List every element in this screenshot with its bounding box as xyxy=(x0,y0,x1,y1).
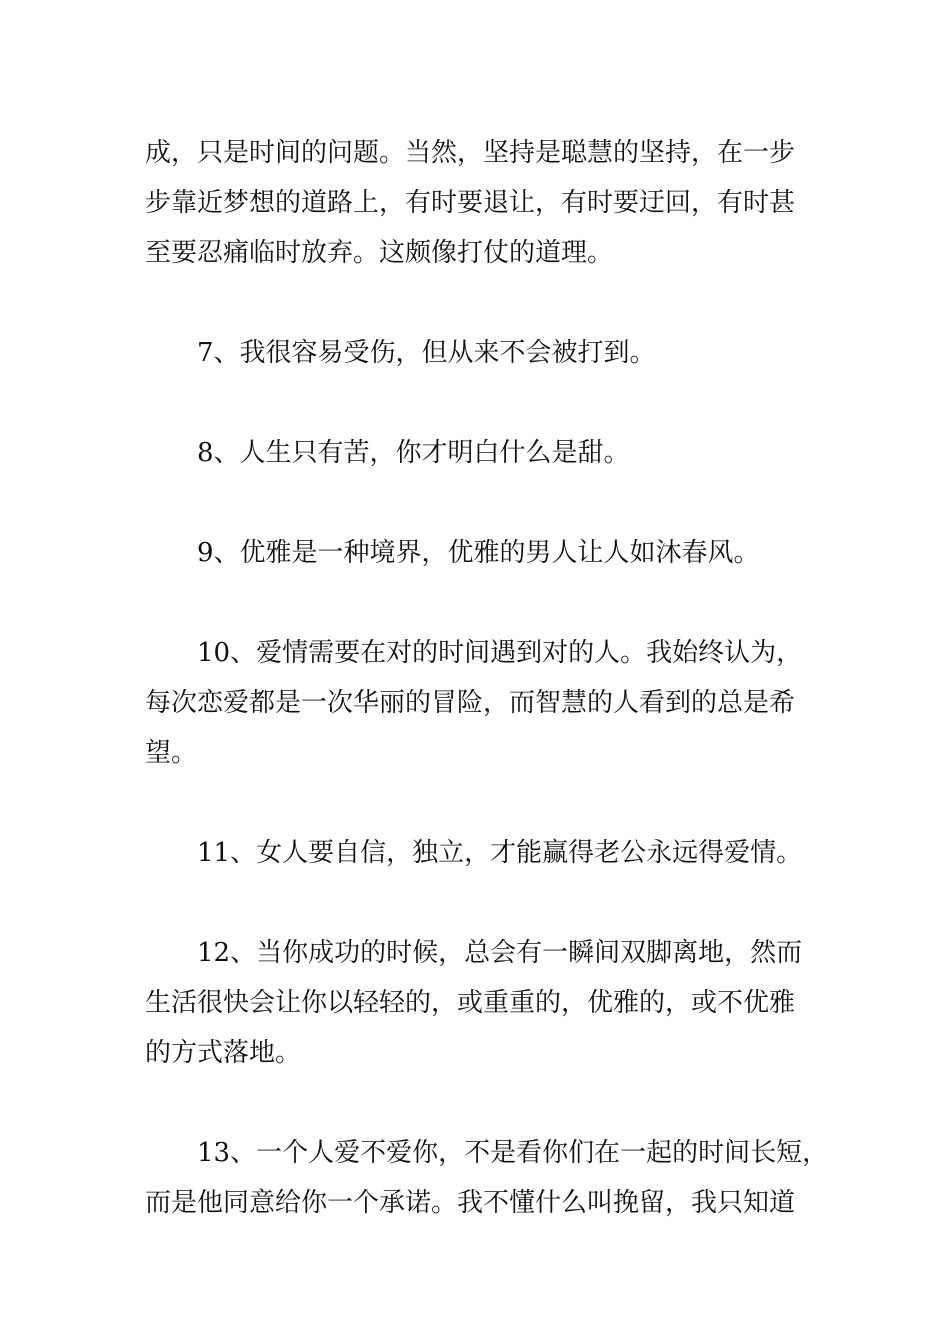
paragraph-gap xyxy=(145,878,825,928)
paragraph-gap xyxy=(145,378,825,428)
text-line: 13、一个人爱不爱你，不是看你们在一起的时间长短， xyxy=(197,1138,829,1168)
text-line: 望。 xyxy=(145,738,198,768)
paragraph-gap xyxy=(145,578,825,628)
text-line: 的方式落地。 xyxy=(145,1038,302,1068)
paragraph-11 xyxy=(145,828,825,878)
paragraph-10 xyxy=(145,628,825,778)
text-line: 每次恋爱都是一次华丽的冒险，而智慧的人看到的总是希 xyxy=(145,688,796,718)
text-line: 10、爱情需要在对的时间遇到对的人。我始终认为， xyxy=(197,638,803,668)
text-line: 8、人生只有苦，你才明白什么是甜。 xyxy=(197,438,630,468)
paragraph-8 xyxy=(145,428,825,478)
paragraph-12 xyxy=(145,928,825,1078)
text-line: 9、优雅是一种境界，优雅的男人让人如沐春风。 xyxy=(197,538,760,568)
text-line: 至要忍痛临时放弃。这颇像打仗的道理。 xyxy=(145,238,614,268)
text-line: 7、我很容易受伤，但从来不会被打到。 xyxy=(197,338,656,368)
text-line: 成，只是时间的问题。当然，坚持是聪慧的坚持，在一步 xyxy=(145,138,796,168)
paragraph-13 xyxy=(145,1128,829,1228)
paragraph-gap xyxy=(145,1078,825,1128)
text-line: 而是他同意给你一个承诺。我不懂什么叫挽留，我只知道 xyxy=(145,1188,796,1218)
text-line: 12、当你成功的时候，总会有一瞬间双脚离地，然而 xyxy=(197,938,803,968)
paragraph-6-continuation xyxy=(145,128,825,278)
text-line: 生活很快会让你以轻轻的，或重重的，优雅的，或不优雅 xyxy=(145,988,796,1018)
document-body xyxy=(145,128,829,1228)
paragraph-9 xyxy=(145,528,825,578)
paragraph-7 xyxy=(145,328,825,378)
paragraph-gap xyxy=(145,278,825,328)
text-line: 11、女人要自信，独立，才能赢得老公永远得爱情。 xyxy=(197,838,803,868)
paragraph-gap xyxy=(145,478,825,528)
paragraph-gap xyxy=(145,778,825,828)
text-line: 步靠近梦想的道路上，有时要退让，有时要迂回，有时甚 xyxy=(145,188,796,218)
